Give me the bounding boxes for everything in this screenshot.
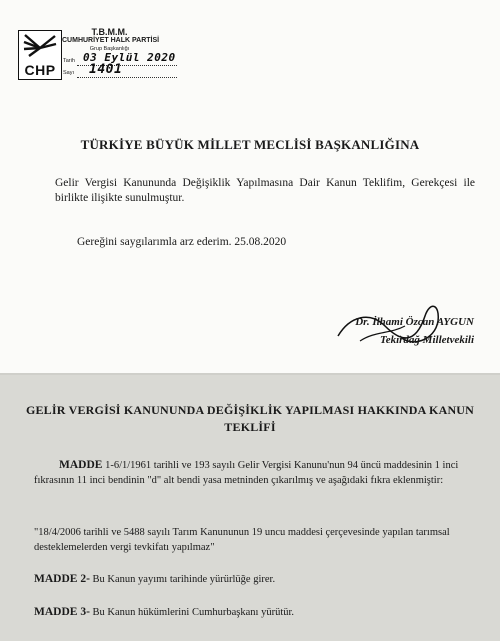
stamp-org: CUMHURİYET HALK PARTİSİ (62, 37, 160, 44)
chp-arrows-icon (21, 32, 59, 60)
proposal-title: GELİR VERGİSİ KANUNUNDA DEĞİŞİKLİK YAPILMASI HAKKINDA KANUN TEKLİFİ (25, 403, 475, 434)
article-2-label: MADDE 2- (34, 573, 90, 585)
article-1-quote: "18/4/2006 tarihli ve 5488 sayılı Tarım Kanununun 19 uncu maddesi çerçevesinde yapılan tarımsal desteklemelerden vergi tevkifatı yapılmaz" (34, 527, 450, 553)
stamp-title: T.B.M.M. (91, 27, 128, 37)
article-1 (34, 458, 474, 488)
stamp-date-label: Tarih (63, 58, 75, 64)
article-3-label: MADDE 3- (34, 606, 90, 618)
letter-body: Gelir Vergisi Kanununda Değişiklik Yapılmasına Dair Kanun Teklifim, Gerekçesi ile birlikte ilişikte sunulmuştur. (55, 177, 475, 204)
chp-logo (18, 30, 62, 80)
letter-closing: Gereğini saygılarımla arz ederim. 25.08.2020 (77, 236, 287, 248)
stamp-number-value: 1401 (89, 62, 123, 77)
stamp-date-value: 03 Eylül 2020 (83, 51, 176, 64)
article-3-text: Bu Kanun hükümlerini Cumhurbaşkanı yürütür. (89, 607, 295, 618)
article-2 (34, 572, 474, 587)
signer-title: Tekirdağ Milletvekili (380, 334, 474, 346)
letter-heading: TÜRKİYE BÜYÜK MİLLET MECLİSİ BAŞKANLIĞINA (80, 137, 420, 152)
signer-name: Dr. İlhami Özcan AYGUN (355, 316, 474, 328)
article-1-text: 1-6/1/1961 tarihli ve 193 sayılı Gelir Vergisi Kanunu'nun 94 üncü maddesinin 1 inci fıkrasının 11 inci bendinin "d" alt bendi yasa metninden çıkarılmış ve aşağıdaki fıkra eklenmiştir: (34, 460, 459, 486)
article-2-text: Bu Kanun yayımı tarihinde yürürlüğe girer. (89, 574, 276, 585)
article-3 (34, 605, 474, 620)
stamp-subtitle: Grup Başkanlığı (89, 46, 130, 52)
stamp-number-label: Sayı (63, 70, 75, 76)
article-1-label: MADDE (59, 459, 103, 471)
stamp-number-line (77, 77, 177, 78)
proposal-page (0, 375, 500, 641)
logo-text: CHP (24, 62, 56, 78)
